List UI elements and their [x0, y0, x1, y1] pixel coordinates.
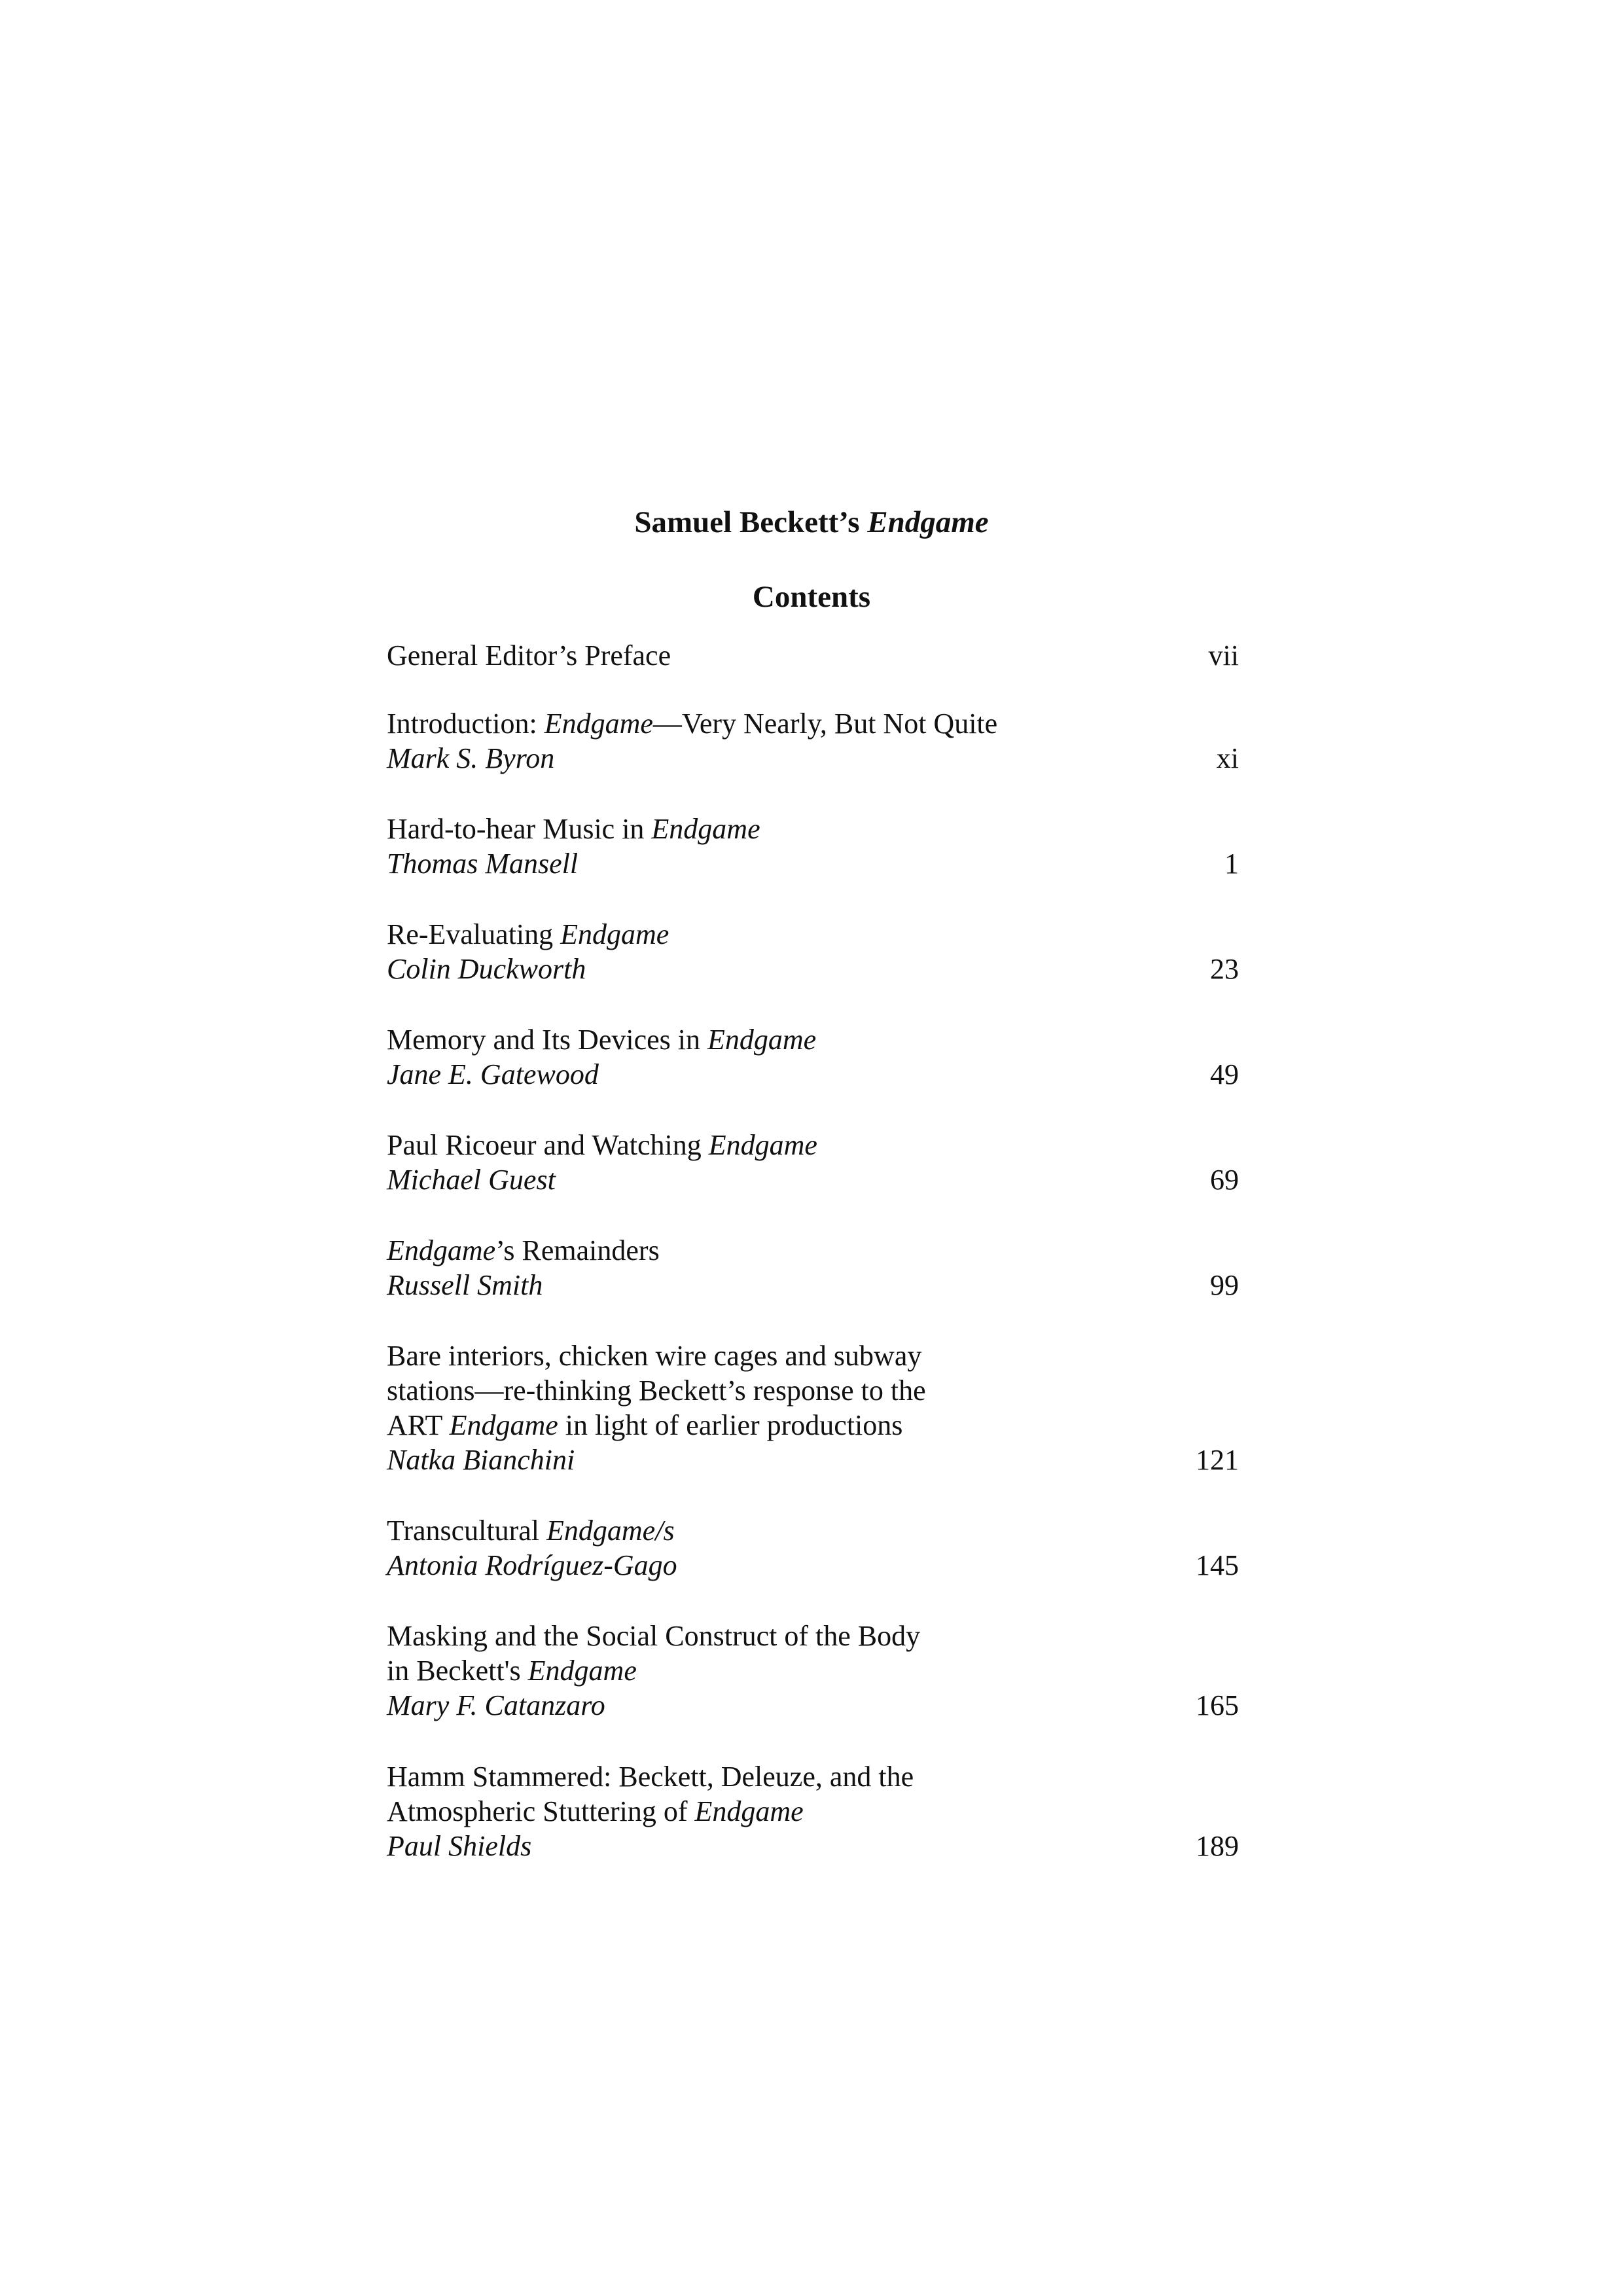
entry-title-line: Hamm Stammered: Beckett, Deleuze, and the	[387, 1761, 914, 1793]
entry-page: xi	[1216, 742, 1239, 774]
entry-title: Paul Ricoeur and Watching Endgame	[387, 1129, 817, 1161]
entry-page: 99	[1210, 1269, 1239, 1301]
entry-title: Endgame’s Remainders	[387, 1234, 660, 1266]
toc-entry	[387, 1759, 1239, 1863]
entry-author: Paul Shields	[387, 1830, 532, 1862]
entry-title: Hard-to-hear Music in Endgame	[387, 813, 760, 845]
entry-title-line: ART Endgame in light of earlier productions	[387, 1409, 903, 1441]
toc-entry	[387, 1619, 1239, 1723]
entry-title: Memory and Its Devices in Endgame	[387, 1024, 817, 1056]
toc-entry	[387, 917, 1239, 986]
entry-page: 165	[1196, 1689, 1239, 1721]
book-title-prefix: Samuel Beckett’s	[634, 505, 868, 539]
toc-entry	[387, 1513, 1239, 1583]
entry-page: vii	[1208, 639, 1239, 672]
entry-title: General Editor’s Preface	[387, 639, 671, 672]
toc-entry	[387, 1022, 1239, 1092]
entry-author: Thomas Mansell	[387, 848, 579, 880]
entry-title-line: stations—re-thinking Beckett’s response to the	[387, 1374, 926, 1407]
contents-heading: Contents	[752, 580, 871, 614]
table-of-contents	[387, 638, 1239, 1900]
entry-title: Introduction: Endgame—Very Nearly, But Not Quite	[387, 708, 998, 740]
entry-page: 1	[1224, 848, 1239, 880]
toc-entry	[387, 1128, 1239, 1197]
toc-entry	[387, 1233, 1239, 1302]
entry-author: Michael Guest	[387, 1164, 556, 1196]
entry-author: Natka Bianchini	[387, 1444, 575, 1476]
entry-page: 121	[1196, 1444, 1239, 1476]
toc-entry	[387, 706, 1239, 776]
book-title-italic: Endgame	[867, 505, 989, 539]
entry-title: Re-Evaluating Endgame	[387, 918, 669, 950]
entry-author: Colin Duckworth	[387, 953, 586, 985]
entry-author: Jane E. Gatewood	[387, 1058, 599, 1090]
entry-title: Transcultural Endgame/s	[387, 1515, 675, 1547]
entry-author: Mark S. Byron	[387, 742, 555, 774]
entry-title-line: in Beckett's Endgame	[387, 1655, 637, 1687]
entry-title-line: Bare interiors, chicken wire cages and subway	[387, 1340, 922, 1372]
entry-author: Antonia Rodríguez-Gago	[387, 1549, 677, 1581]
entry-page: 49	[1210, 1058, 1239, 1090]
entry-page: 69	[1210, 1164, 1239, 1196]
entry-title-line: Masking and the Social Construct of the Body	[387, 1620, 921, 1652]
entry-page: 23	[1210, 953, 1239, 985]
entry-title-line: Atmospheric Stuttering of Endgame	[387, 1795, 804, 1827]
book-title	[0, 496, 1623, 548]
entry-page: 189	[1196, 1830, 1239, 1862]
toc-entry	[387, 1338, 1239, 1477]
entry-page: 145	[1196, 1549, 1239, 1581]
toc-entry	[387, 812, 1239, 881]
toc-entry	[387, 638, 1239, 673]
entry-author: Mary F. Catanzaro	[387, 1689, 605, 1721]
entry-author: Russell Smith	[387, 1269, 543, 1301]
